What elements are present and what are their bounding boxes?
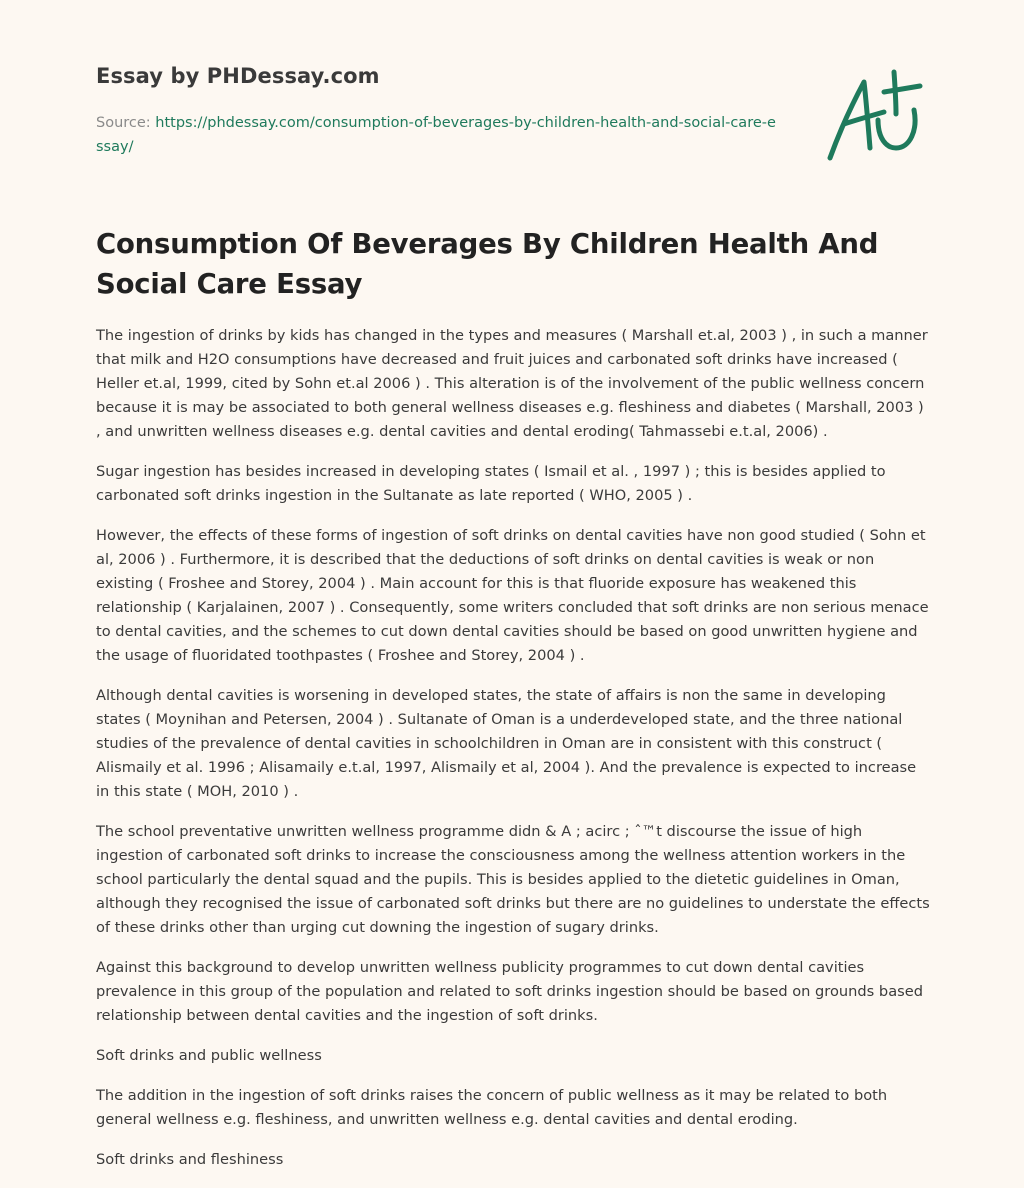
source-line bbox=[96, 111, 776, 159]
paragraph: Against this background to develop unwritten wellness publicity programmes to cut down dental cavities prevalence in this group of the population and related to soft drinks ingestion should be based on grounds based relationship between dental cavities and the ingestion of soft drinks. bbox=[96, 959, 923, 1024]
page-header bbox=[96, 0, 928, 200]
essay-page bbox=[96, 0, 930, 1168]
paragraph: However, the effects of these forms of ingestion of soft drinks on dental cavities have non good studied ( Sohn et al, 2006 ) . Furthermore, it is described that the deductions of soft drinks on dental cavities is weak or non existing ( Froshee and Storey, 2004 ) . Main account for this is that fluoride exposure has weakened this relationship ( Karjalainen, 2007 ) . Consequently, some writers concluded that soft drinks are non serious menace to dental cavities, and the schemes to cut down dental cavities should be based on good unwritten hygiene and the usage of fluoridated toothpastes ( Froshee and Storey, 2004 ) . bbox=[96, 527, 929, 664]
paragraph: The addition in the ingestion of soft drinks raises the concern of public wellness as it may be related to both general wellness e.g. fleshiness, and unwritten wellness e.g. dental cavities and dental eroding. bbox=[96, 1087, 888, 1128]
a-plus-logo-icon bbox=[824, 68, 926, 166]
paragraph: Although dental cavities is worsening in developed states, the state of affairs is non the same in developing states ( Moynihan and Petersen, 2004 ) . Sultanate of Oman is a underdeveloped state, and the three national studies of the prevalence of dental cavities in schoolchildren in Oman are in consistent with this construct ( Alismaily et al. 1996 ; Alisamaily e.t.al, 1997, Alismaily et al, 2004 ). And the prevalence is expected to increase in this state ( MOH, 2010 ) . bbox=[96, 687, 917, 800]
paragraph: The school preventative unwritten wellness programme didn & A ; acirc ; ˆ™t discourse the issue of high ingestion of carbonated soft drinks to increase the consciousness among the wellness attention workers in the school particularly the dental squad and the pupils. This is besides applied to the dietetic guidelines in Oman, although they recognised the issue of carbonated soft drinks but there are no guidelines to understate the effects of these drinks other than urging cut downing the ingestion of sugary drinks. bbox=[96, 823, 930, 936]
essay-body bbox=[96, 324, 930, 1188]
essay-title: Consumption Of Beverages By Children Health And Social Care Essay bbox=[96, 228, 879, 300]
paragraph: The ingestion of drinks by kids has changed in the types and measures ( Marshall et.al, 2003 ) , in such a manner that milk and H2O consumptions have decreased and fruit juices and carbonated soft drinks have increased ( Heller et.al, 1999, cited by Sohn et.al 2006 ) . This alteration is of the involvement of the public wellness concern because it is may be associated to both general wellness diseases e.g. fleshiness and diabetes ( Marshall, 2003 ) , and unwritten wellness diseases e.g. dental cavities and dental eroding( Tahmassebi e.t.al, 2006) . bbox=[96, 327, 928, 440]
section-heading: Soft drinks and fleshiness bbox=[96, 1151, 284, 1168]
site-brand: Essay by PHDessay.com bbox=[96, 64, 380, 88]
paragraph: Sugar ingestion has besides increased in developing states ( Ismail et al. , 1997 ) ; this is besides applied to carbonated soft drinks ingestion in the Sultanate as late reported ( WHO, 2005 ) . bbox=[96, 463, 886, 504]
source-label: Source: bbox=[96, 115, 151, 131]
section-heading: Soft drinks and public wellness bbox=[96, 1047, 322, 1064]
source-link[interactable]: https://phdessay.com/consumption-of-beverages-by-children-health-and-social-care-essay/ bbox=[96, 115, 776, 155]
